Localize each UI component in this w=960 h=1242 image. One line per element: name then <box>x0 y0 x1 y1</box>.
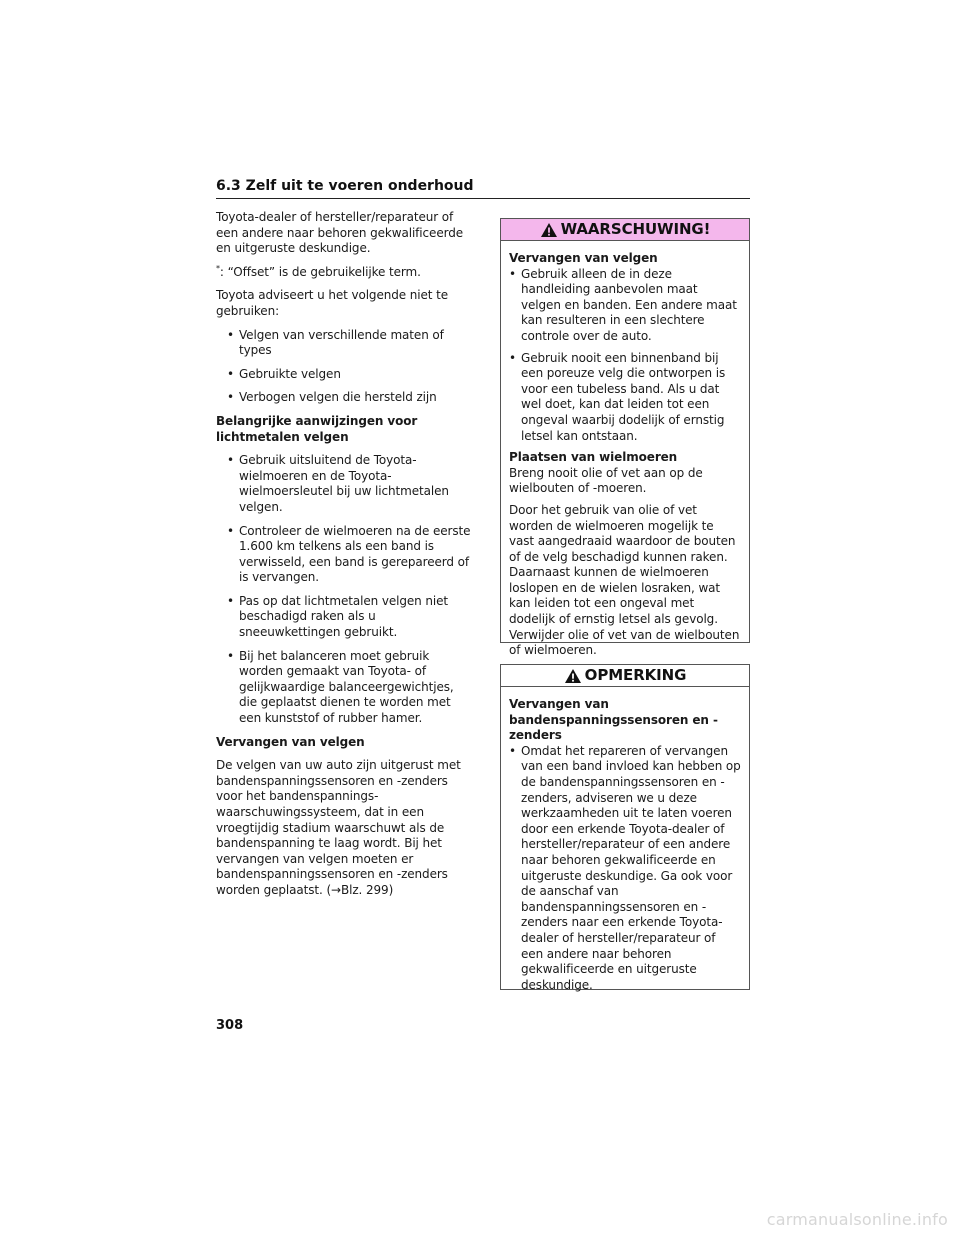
main-text-column <box>216 210 472 907</box>
list-item: • Omdat het repareren of vervangen van een band invloed kan hebben op de bandenspanningssensoren en -zenders, adviseren we u deze werkzaamheden uit te laten voeren door een erkende Toyota-dealer of hersteller/reparateur of een andere naar behoren gekwalificeerde en uitgeruste deskundige. Ga ook voor de aanschaf van bandenspanningssensoren en -zenders naar een erkende Toyota-dealer of hersteller/reparateur of een andere naar behoren gekwalificeerde en uitgeruste deskundige. <box>509 744 741 994</box>
alloy-list <box>216 453 472 727</box>
notice-icon <box>564 668 582 684</box>
warning-paragraph-1: Breng nooit olie of vet aan op de wielbouten of -moeren. <box>509 465 703 496</box>
note-title-bar <box>501 665 749 687</box>
list-item: • Controleer de wielmoeren na de eerste 1.600 km telkens als een band is verwisseld, een band is gerepareerd of is vervangen. <box>216 524 472 586</box>
list-item: • Gebruik alleen de in deze handleiding aanbevolen maat velgen en banden. Een andere maat kan resulteren in een slechtere controle over de auto. <box>509 267 741 345</box>
heading-replace-wheels: Vervangen van velgen <box>216 734 365 749</box>
warning-heading-wheels: Vervangen van velgen <box>509 251 658 265</box>
note-body <box>501 687 749 1003</box>
page-number: 308 <box>216 1018 244 1033</box>
footnote-text: : “Offset” is de gebruikelijke term. <box>219 264 421 279</box>
list-item: • Verbogen velgen die hersteld zijn <box>216 390 472 406</box>
paragraph-intro: Toyota-dealer of hersteller/reparateur of een andere naar behoren gekwalificeerde en uitgeruste deskundige. <box>216 210 464 256</box>
warning-list <box>509 267 741 445</box>
list-item: • Gebruikte velgen <box>216 367 472 383</box>
list-item: • Gebruik uitsluitend de Toyota-wielmoeren en de Toyota-wielmoersleutel bij uw lichtmetalen velgen. <box>216 453 472 515</box>
heading-alloy-wheels: Belangrijke aanwijzingen voor lichtmetalen velgen <box>216 413 418 444</box>
warning-body <box>501 241 749 669</box>
list-item: • Velgen van verschillende maten of types <box>216 328 472 359</box>
paragraph-replace-wheels: De velgen van uw auto zijn uitgerust met bandenspanningssensoren en -zenders voor het bandenspannings-waarschuwingssysteem, dat in een vroegtijdig stadium waarschuwt als de bandenspanning te laag wordt. Bij het vervangen van velgen moeten er bandenspanningssensoren en -zenders worden geplaatst. (→Blz. 299) <box>216 758 461 897</box>
watermark: carmanualsonline.info <box>766 1210 948 1229</box>
note-title: OPMERKING <box>584 665 687 684</box>
warning-title: WAARSCHUWING! <box>560 219 711 238</box>
list-item: • Pas op dat lichtmetalen velgen niet beschadigd raken als u sneeuwkettingen gebruikt. <box>216 594 472 641</box>
section-title: 6.3 Zelf uit te voeren onderhoud <box>216 178 750 199</box>
note-box <box>500 664 750 990</box>
footnote <box>216 265 472 281</box>
footnote-mark: * <box>216 263 220 273</box>
list-item: • Gebruik nooit een binnenband bij een poreuze velg die ontworpen is voor een tubeless band. Als u dat wel doet, kan dat leiden tot een ongeval waarbij dodelijk of ernstig letsel kan ontstaan. <box>509 351 741 445</box>
warning-box <box>500 218 750 658</box>
avoid-list <box>216 328 472 406</box>
warning-heading-nuts: Plaatsen van wielmoeren <box>509 450 678 465</box>
warning-paragraph-2: Door het gebruik van olie of vet worden de wielmoeren mogelijk te vast aangedraaid waardoor de bouten of de velg beschadigd kunnen raken. Daarnaast kunnen de wielmoeren loslopen en de wielen losraken, wat kan leiden tot een ongeval met dodelijk of ernstig letsel als gevolg. Verwijder olie of vet van de wielbouten of wielmoeren. <box>509 502 740 658</box>
warning-icon <box>540 222 558 238</box>
list-item: • Bij het balanceren moet gebruik worden gemaakt van Toyota- of gelijkwaardige balanceergewichtjes, die geplaatst dienen te worden met een kunststof of rubber hamer. <box>216 649 472 727</box>
note-list <box>509 744 741 994</box>
note-heading: Vervangen van bandenspanningssensoren en -zenders <box>509 697 718 743</box>
warning-title-bar <box>501 219 749 241</box>
paragraph-advice: Toyota adviseert u het volgende niet te gebruiken: <box>216 288 448 318</box>
